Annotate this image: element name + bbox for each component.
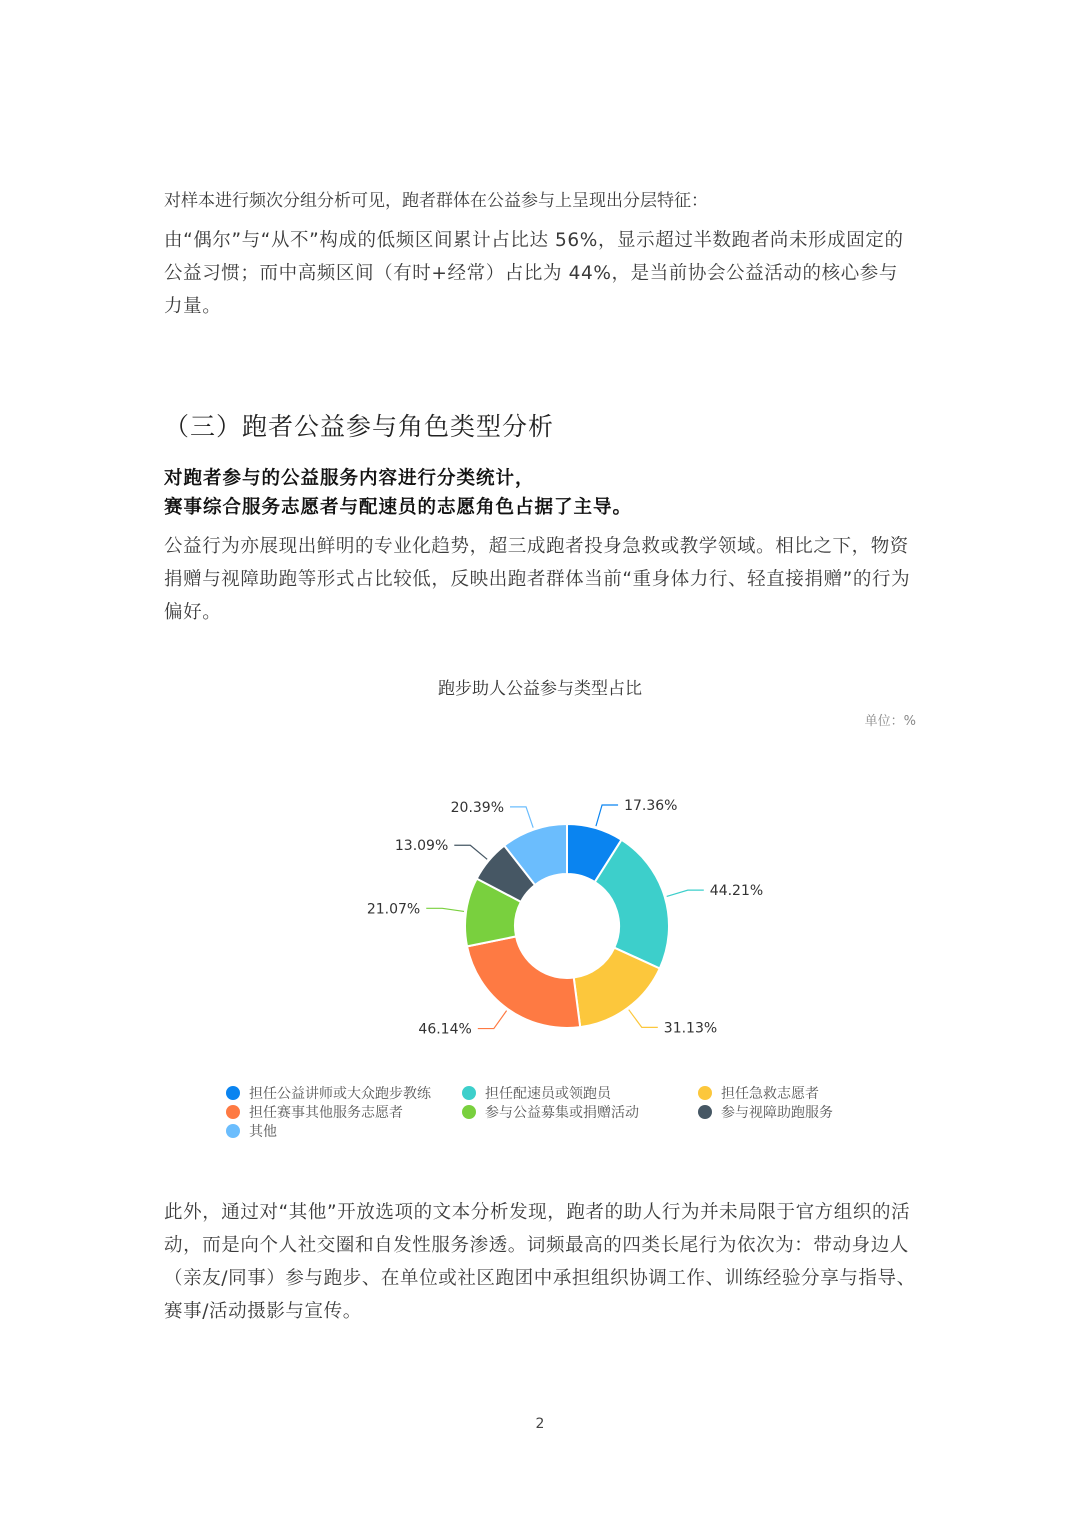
label-leader-line <box>478 1011 507 1029</box>
data-label: 20.39% <box>450 799 505 816</box>
legend-label: 参与公益募集或捐赠活动 <box>485 1105 639 1121</box>
legend-item <box>698 1102 833 1122</box>
label-leader-line <box>426 908 464 911</box>
paragraph-other-analysis: 此外，通过对“其他”开放选项的文本分析发现，跑者的助人行为并未局限于官方组织的活动，而是向个人社交圈和自发性服务渗透。词频最高的四类长尾行为依次为：带动身边人（亲友/同事）参与跑步、在单位或社区跑团中承担组织协调工作、训练经验分享与指导、赛事/活动摄影与宣传。 <box>164 1202 916 1322</box>
legend-label: 担任赛事其他服务志愿者 <box>249 1105 403 1121</box>
legend-dot-icon <box>698 1086 712 1100</box>
legend-dot-icon <box>226 1124 240 1138</box>
label-leader-line <box>629 1010 658 1028</box>
legend-dot-icon <box>226 1105 240 1119</box>
label-leader-line <box>454 845 487 859</box>
legend-item <box>226 1102 403 1122</box>
bold-summary-line-1: 对跑者参与的公益服务内容进行分类统计， <box>164 468 535 489</box>
legend-label: 担任配速员或领跑员 <box>485 1086 611 1102</box>
paragraph-role-analysis: 公益行为亦展现出鲜明的专业化趋势，超三成跑者投身急救或教学领域。相比之下，物资捐赠与视障助跑等形式占比较低，反映出跑者群体当前“重身体力行、轻直接捐赠”的行为偏好。 <box>164 536 911 623</box>
legend-item <box>226 1121 277 1141</box>
paragraph-intro: 对样本进行频次分组分析可见，跑者群体在公益参与上呈现出分层特征： <box>164 191 708 211</box>
legend-dot-icon <box>698 1105 712 1119</box>
paragraph-frequency-analysis: 由“偶尔”与“从不”构成的低频区间累计占比达 56%，显示超过半数跑者尚未形成固定的公益习惯；而中高频区间（有时+经常）占比为 44%，是当前协会公益活动的核心参与力量。 <box>164 230 904 317</box>
legend-label: 其他 <box>249 1124 277 1140</box>
legend-label: 参与视障助跑服务 <box>721 1105 833 1121</box>
page-number: 2 <box>535 1416 545 1432</box>
chart-unit-label: 单位：% <box>864 714 916 729</box>
legend-item <box>462 1083 611 1103</box>
section-heading: （三）跑者公益参与角色类型分析 <box>164 412 555 441</box>
data-label: 13.09% <box>394 838 449 855</box>
legend-label: 担任公益讲师或大众跑步教练 <box>249 1086 431 1102</box>
legend-dot-icon <box>462 1086 476 1100</box>
bold-summary-line-2: 赛事综合服务志愿者与配速员的志愿角色占据了主导。 <box>164 497 633 518</box>
legend-item <box>698 1083 819 1103</box>
legend-item <box>462 1102 639 1122</box>
legend-label: 担任急救志愿者 <box>721 1086 819 1102</box>
data-label: 21.07% <box>366 901 421 918</box>
label-leader-line <box>667 890 704 896</box>
donut-slice <box>467 936 580 1028</box>
label-leader-line <box>596 805 618 826</box>
chart-title: 跑步助人公益参与类型占比 <box>438 679 642 699</box>
bold-summary <box>164 464 924 522</box>
data-label: 46.14% <box>418 1021 472 1038</box>
legend-dot-icon <box>462 1105 476 1119</box>
data-label: 44.21% <box>709 883 764 900</box>
label-leader-line <box>510 807 533 828</box>
data-label: 17.36% <box>624 797 678 814</box>
donut-chart <box>0 760 1080 1080</box>
legend-item <box>226 1083 431 1103</box>
legend-dot-icon <box>226 1086 240 1100</box>
data-label: 31.13% <box>663 1020 718 1037</box>
